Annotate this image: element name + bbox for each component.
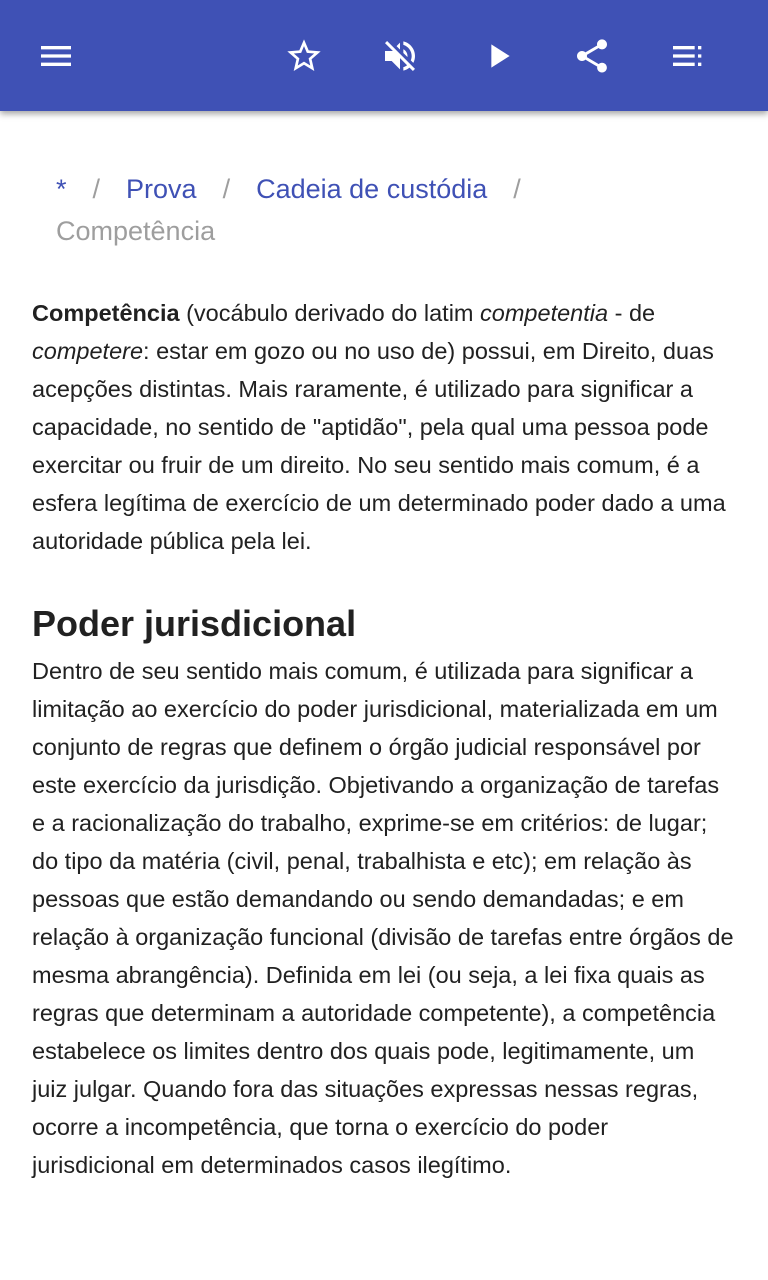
breadcrumb-separator: / <box>222 174 231 204</box>
list-menu-icon[interactable] <box>656 24 720 88</box>
article-content <box>32 168 736 1184</box>
section-title: Poder jurisdicional <box>32 603 357 644</box>
intro-text-3: : estar em gozo ou no uso de) possui, em Direito, duas acepções distintas. Mais raramente, é utilizado para significar a capacidade, no sentido de "aptidão", pela qual uma pessoa pode exercitar ou fruir de um direito. No seu sentido mais comum, é a esfera legítima de exercício de um determinado poder dado a uma autoridade pública pela lei. <box>32 338 726 554</box>
breadcrumb-separator: / <box>513 174 521 204</box>
play-icon[interactable] <box>466 24 530 88</box>
app-bar <box>0 0 768 111</box>
latin-term-2: competere <box>32 338 144 364</box>
section-body: Dentro de seu sentido mais comum, é utilizada para significar a limitação ao exercício do poder jurisdicional, materializada em um conjunto de regras que definem o órgão judicial responsável por este exercício da jurisdição. Objetivando a organização de tarefas e a racionalização do trabalho, exprime-se em critérios: de lugar; do tipo da matéria (civil, penal, trabalhista e etc); em relação às pessoas que estão demandando ou sendo demandadas; e em relação à organização funcional (divisão de tarefas entre órgãos de mesma abrangência). Definida em lei (ou seja, a lei fixa quais as regras que determinam a autoridade competente), a competência estabelece os limites dentro dos quais pode, legitimamente, um juiz julgar. Quando fora das situações expressas nessas regras, ocorre a incompetência, que torna o exercício do poder jurisdicional em determinados casos ilegítimo. <box>32 658 734 1178</box>
intro-text-1: (vocábulo derivado do latim <box>179 300 481 326</box>
breadcrumb-item-home[interactable]: * <box>56 174 67 204</box>
latin-term-1: competentia <box>480 300 609 326</box>
breadcrumb <box>32 168 736 252</box>
breadcrumb-item-prova[interactable]: Prova <box>126 174 197 204</box>
hamburger-menu-icon[interactable] <box>24 24 88 88</box>
share-icon[interactable] <box>560 24 624 88</box>
intro-text-2: - de <box>608 300 656 326</box>
breadcrumb-separator: / <box>92 174 101 204</box>
star-outline-icon[interactable] <box>272 24 336 88</box>
term-bold: Competência <box>32 300 180 326</box>
breadcrumb-item-cadeia-de-custodia[interactable]: Cadeia de custódia <box>256 174 488 204</box>
volume-off-icon[interactable] <box>368 24 432 88</box>
breadcrumb-current: Competência <box>56 216 216 246</box>
intro-paragraph <box>32 294 736 560</box>
